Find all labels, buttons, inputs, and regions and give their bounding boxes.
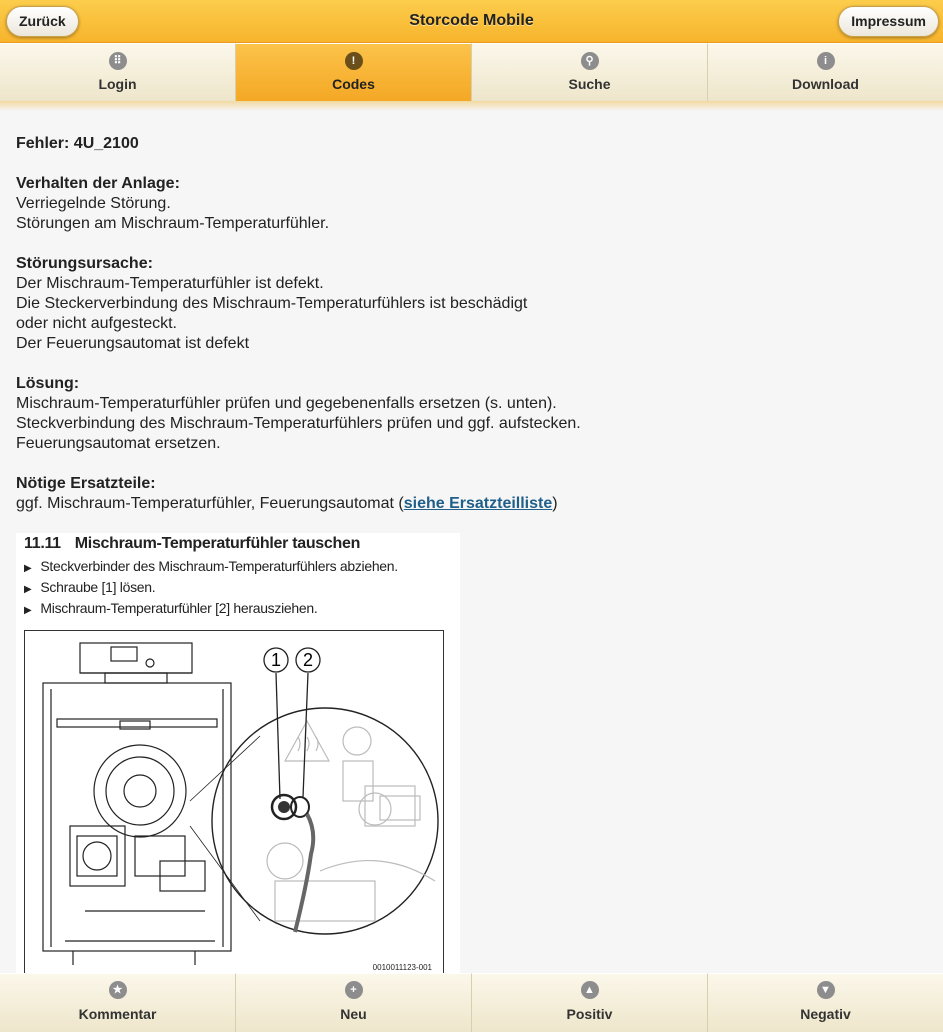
top-navbar [0,43,943,101]
cause-line: Die Steckerverbindung des Mischraum-Temperaturfühlers ist beschädigt [16,295,528,312]
parts-heading: Nötige Ersatzteile: [16,475,156,492]
tab-login[interactable] [0,43,236,101]
behavior-line: Verriegelnde Störung. [16,195,171,212]
tab-label: Login [98,76,137,92]
manual-section-title [24,535,360,553]
cause-heading: Störungsursache: [16,255,153,272]
solution-line: Steckverbindung des Mischraum-Temperaturfühlers prüfen und ggf. aufstecken. [16,415,581,432]
behavior-heading: Verhalten der Anlage: [16,175,180,192]
solution-heading: Lösung: [16,375,80,392]
manual-step: ▶ Mischraum-Temperaturfühler [2] herausziehen. [24,600,318,616]
error-title: Fehler: 4U_2100 [16,135,139,152]
star-icon: ★ [109,981,127,999]
button-label: Kommentar [78,1006,157,1022]
tab-suche[interactable] [472,43,708,101]
manual-excerpt [16,533,460,973]
navbar-shadow [0,101,943,111]
tab-download[interactable] [708,43,943,101]
solution-line: Feuerungsautomat ersetzen. [16,435,221,452]
app-title: Storcode Mobile [409,12,534,29]
behavior-line: Störungen am Mischraum-Temperaturfühler. [16,215,330,232]
grid-icon: ⠿ [109,52,127,70]
bullet-triangle-icon: ▶ [24,584,32,595]
back-button[interactable]: Zurück [6,6,79,37]
bottom-navbar [0,973,943,1032]
parts-list-link[interactable]: siehe Ersatzteilliste [403,495,553,512]
cause-line: Der Mischraum-Temperaturfühler ist defekt. [16,275,324,292]
search-icon: ⚲ [581,52,599,70]
plus-icon: + [345,981,363,999]
positiv-button[interactable] [472,973,708,1032]
callout-1: 1 [270,650,282,670]
solution-line: Mischraum-Temperaturfühler prüfen und gegebenenfalls ersetzen (s. unten). [16,395,557,412]
cause-line: oder nicht aufgesteckt. [16,315,177,332]
arrow-down-icon: ▼ [817,981,835,999]
button-label: Neu [340,1006,367,1022]
tab-label: Suche [568,76,611,92]
boiler-drawing [25,631,443,973]
bullet-triangle-icon: ▶ [24,563,32,574]
parts-text: ggf. Mischraum-Temperaturfühler [16,495,251,512]
parts-text: , Feuerungsautomat ( [250,495,404,512]
alert-icon: ! [345,52,363,70]
info-icon: i [817,52,835,70]
callout-2: 2 [302,650,314,670]
manual-section-number: 11.11 [24,535,61,552]
negativ-button[interactable] [708,973,943,1032]
manual-section-heading: Mischraum-Temperaturfühler tauschen [74,535,361,552]
impressum-button[interactable]: Impressum [838,6,939,37]
cause-line: Der Feuerungsautomat ist defekt [16,335,250,352]
tab-label: Codes [332,76,375,92]
app-header [0,0,943,43]
parts-line [16,494,916,514]
boiler-diagram [24,630,444,973]
kommentar-button[interactable] [0,973,236,1032]
button-label: Negativ [800,1006,851,1022]
tab-label: Download [792,76,859,92]
button-label: Positiv [566,1006,613,1022]
neu-button[interactable] [236,973,472,1032]
arrow-up-icon: ▲ [581,981,599,999]
manual-step: ▶ Schraube [1] lösen. [24,579,156,595]
manual-step: ▶ Steckverbinder des Mischraum-Temperaturfühlers abziehen. [24,558,398,574]
error-details [16,134,916,514]
tab-codes[interactable] [236,43,472,101]
parts-text: ) [552,495,558,512]
figure-code: 0010011123-001 [372,963,432,972]
bullet-triangle-icon: ▶ [24,605,32,616]
